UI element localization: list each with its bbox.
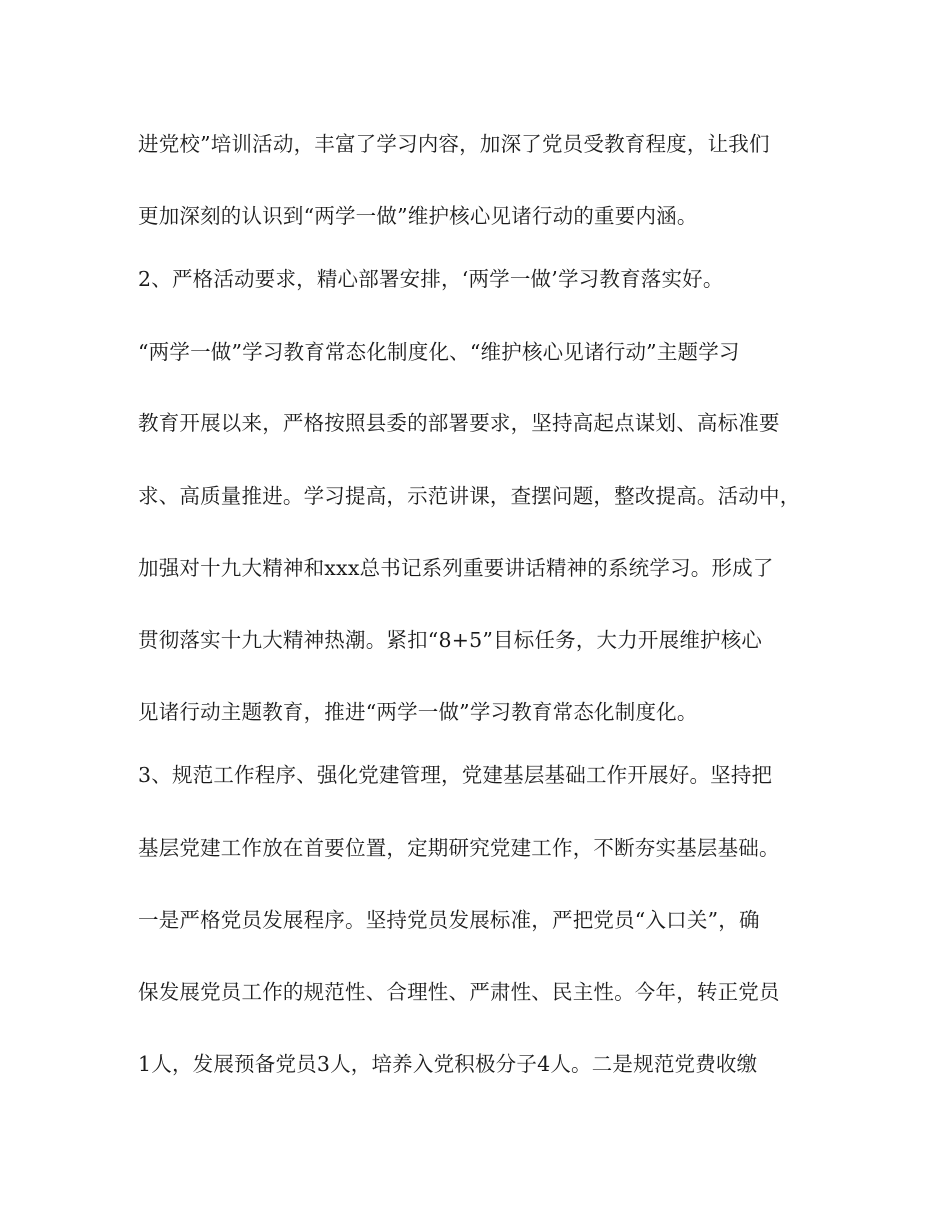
text-line: 求、高质量推进。学习提高，示范讲课，查摆问题，整改提高。活动中， — [138, 484, 801, 508]
text-line: 1人，发展预备党员3人，培养入党积极分子4人。二是规范党费收缴 — [138, 1052, 758, 1076]
text-line: 3、规范工作程序、强化党建管理，党建基层基础工作开展好。坚持把 — [138, 763, 773, 787]
text-line: 基层党建工作放在首要位置，定期研究党建工作，不断夯实基层基础。 — [138, 836, 780, 860]
text-line: 教育开展以来，严格按照县委的部署要求，坚持高起点谋划、高标准要 — [138, 411, 780, 435]
text-line: 贯彻落实十九大精神热潮。紧扣“8+5”目标任务，大力开展维护核心 — [138, 628, 763, 652]
text-line: 2、严格活动要求，精心部署安排，‘两学一做’学习教育落实好。 — [138, 267, 724, 291]
text-line: 加强对十九大精神和xxx总书记系列重要讲话精神的系统学习。形成了 — [138, 556, 774, 580]
text-line: 一是严格党员发展程序。坚持党员发展标准，严把党员“入口关”，确 — [138, 908, 760, 932]
text-line: 更加深刻的认识到“两学一做”维护核心见诸行动的重要内涵。 — [138, 204, 698, 228]
text-line: 保发展党员工作的规范性、合理性、严肃性、民主性。今年，转正党员 — [138, 980, 780, 1004]
text-line: “两学一做”学习教育常态化制度化、“维护核心见诸行动”主题学习 — [138, 340, 740, 364]
text-line: 见诸行动主题教育，推进“两学一做”学习教育常态化制度化。 — [138, 700, 698, 724]
text-line: 进党校”培训活动，丰富了学习内容，加深了党员受教育程度，让我们 — [138, 132, 770, 156]
